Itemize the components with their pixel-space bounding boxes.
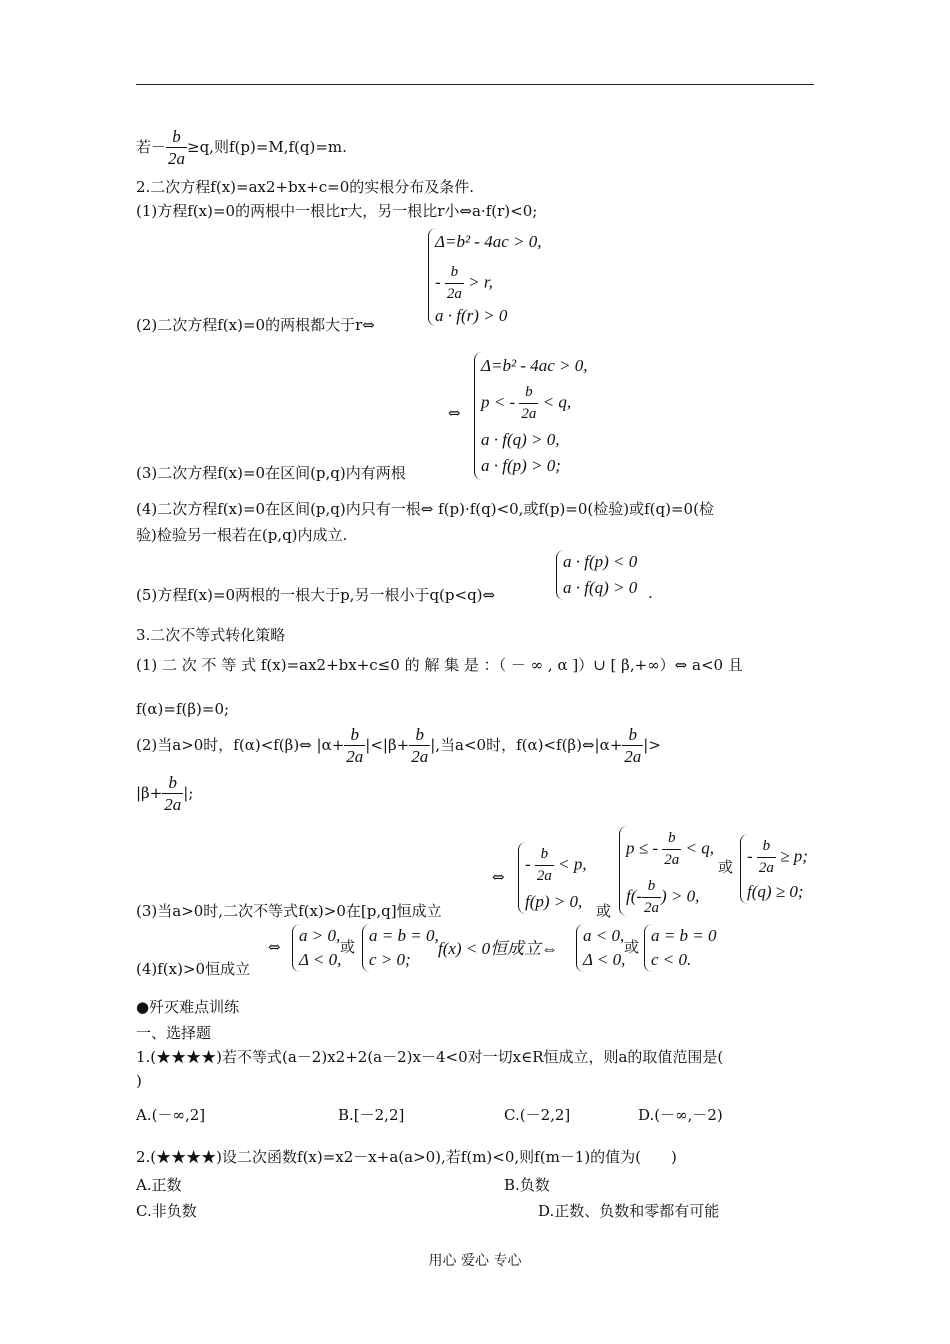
s2-system-5: a · f(p) < 0 a · f(q) > 0 [556, 550, 653, 600]
s2-item-4-line2: 验)检验另一根若在(p,q)内成立. [136, 526, 348, 544]
intro-fraction: $\frac{b}{2a}$ [168, 127, 186, 168]
s3-item-1-line2: f(α)=f(β)=0; [136, 700, 230, 718]
s3-system-4c: a < 0, Δ < 0, [576, 924, 625, 972]
question-1-option-c[interactable]: C.(－2,2] [504, 1106, 571, 1124]
question-2-option-c[interactable]: C.非负数 [136, 1202, 197, 1220]
s2-item-2-label: (2)二次方程f(x)=0的两根都大于r⇔ [136, 316, 375, 334]
s3-title: 3.二次不等式转化策略 [136, 626, 286, 644]
s3-item-3-arrow: ⇔ [492, 868, 505, 886]
question-1-option-a[interactable]: A.(－∞,2] [136, 1106, 206, 1124]
s3-item-4-mid: f(x) < 0恒成立⇔ [438, 939, 559, 958]
question-1-option-d[interactable]: D.(－∞,－2) [638, 1106, 723, 1124]
s3-system-3a: - $\frac{b}{2a}$ < p, f(p) > 0, [518, 842, 595, 914]
s2-item-1: (1)方程f(x)=0的两根中一根比r大，另一根比r小⇔a·f(r)<0; [136, 202, 538, 220]
question-1-line2: ) [136, 1072, 142, 1090]
s2-system-2: Δ=b² - 4ac > 0, - $\frac{b}{2a}$ > r, a · f(r) > 0 [428, 228, 569, 326]
s3-item-3-label: (3)当a>0时,二次不等式f(x)>0在[p,q]恒成立 [136, 902, 442, 920]
s3-item-1-line1: (1) 二 次 不 等 式 f(x)=ax2+bx+c≤0 的 解 集 是 ：（ － ∞ , α ]）∪ [ β,+∞）⇔ a<0 且 [136, 656, 743, 674]
training-heading: ●歼灭难点训练 [136, 998, 240, 1016]
s3-fraction-2: $\frac{b}{2a}$ [411, 725, 429, 766]
s3-system-3c: - $\frac{b}{2a}$ ≥ p; f(q) ≥ 0; [740, 834, 817, 904]
intro-prefix: 若－ [136, 138, 167, 156]
s3-system-4b: a = b = 0, c > 0; [362, 924, 437, 972]
s2-item-3-label: (3)二次方程f(x)=0在区间(p,q)内有两根 [136, 464, 406, 482]
s3-item-4-or-2: 或 [624, 938, 640, 956]
question-1-line1: 1.(★★★★)若不等式(a－2)x2+2(a－2)x－4<0对一切x∈R恒成立，则a的取值范围是( [136, 1048, 724, 1066]
s3-item-2-line1: (2)当a>0时，f(α)<f(β)⇔ |α+ $\frac{b}{2a}$ |<|β+ $\frac{b}{2a}$ |,当a<0时，f(α)<f(β)⇔|α+ $\frac{b}{2a}$ |> [136, 725, 661, 766]
s3-item-3-or-2: 或 [718, 858, 734, 876]
s3-item-4-or-1: 或 [340, 938, 356, 956]
s3-item-2-line2: |β+ $\frac{b}{2a}$ |; [136, 773, 194, 814]
s3-fraction-4: $\frac{b}{2a}$ [164, 773, 182, 814]
s2-item-4-line1: (4)二次方程f(x)=0在区间(p,q)内只有一根⇔ f(p)·f(q)<0,或f(p)=0(检验)或f(q)=0(检 [136, 500, 714, 518]
s2-item-3-arrow: ⇔ [448, 404, 461, 422]
question-1-option-b[interactable]: B.[－2,2] [338, 1106, 405, 1124]
page-footer: 用心 爱心 专心 [428, 1253, 522, 1269]
s2-item-5-end: . [648, 584, 653, 602]
s2-title: 2.二次方程f(x)=ax2+bx+c=0的实根分布及条件. [136, 178, 475, 196]
header-rule [136, 84, 814, 85]
s3-system-3b: p ≤ - $\frac{b}{2a}$ < q, f(- $\frac{b}{2a}$ ) > 0, [619, 826, 718, 916]
s3-item-4-arrow: ⇔ [268, 938, 281, 956]
s3-system-4a: a > 0, Δ < 0, [292, 924, 339, 972]
question-2-option-b[interactable]: B.负数 [504, 1176, 550, 1194]
question-2-line: 2.(★★★★)设二次函数f(x)=x2－x+a(a>0),若f(m)<0,则f(m－1)的值为( ) [136, 1148, 677, 1166]
s3-item-4-label: (4)f(x)>0恒成立 [136, 960, 251, 978]
s3-fraction-1: $\frac{b}{2a}$ [346, 725, 364, 766]
question-2-option-a[interactable]: A.正数 [136, 1176, 182, 1194]
s2-system-3: Δ=b² - 4ac > 0, p < - $\frac{b}{2a}$ < q, a · f(q) > 0, a · f(p) > 0; [474, 352, 615, 480]
s3-system-4d: a = b = 0 c < 0. [644, 924, 725, 972]
intro-line [136, 128, 347, 167]
question-2-option-d[interactable]: D.正数、负数和零都有可能 [538, 1202, 720, 1220]
training-part: 一、选择题 [136, 1024, 212, 1042]
intro-suffix: ≥q,则f(p)=M,f(q)=m. [187, 138, 347, 156]
s3-item-3-or-1: 或 [596, 902, 612, 920]
s2-item-5-label: (5)方程f(x)=0两根的一根大于p,另一根小于q(p<q)⇔ [136, 586, 496, 604]
s3-fraction-3: $\frac{b}{2a}$ [624, 725, 642, 766]
